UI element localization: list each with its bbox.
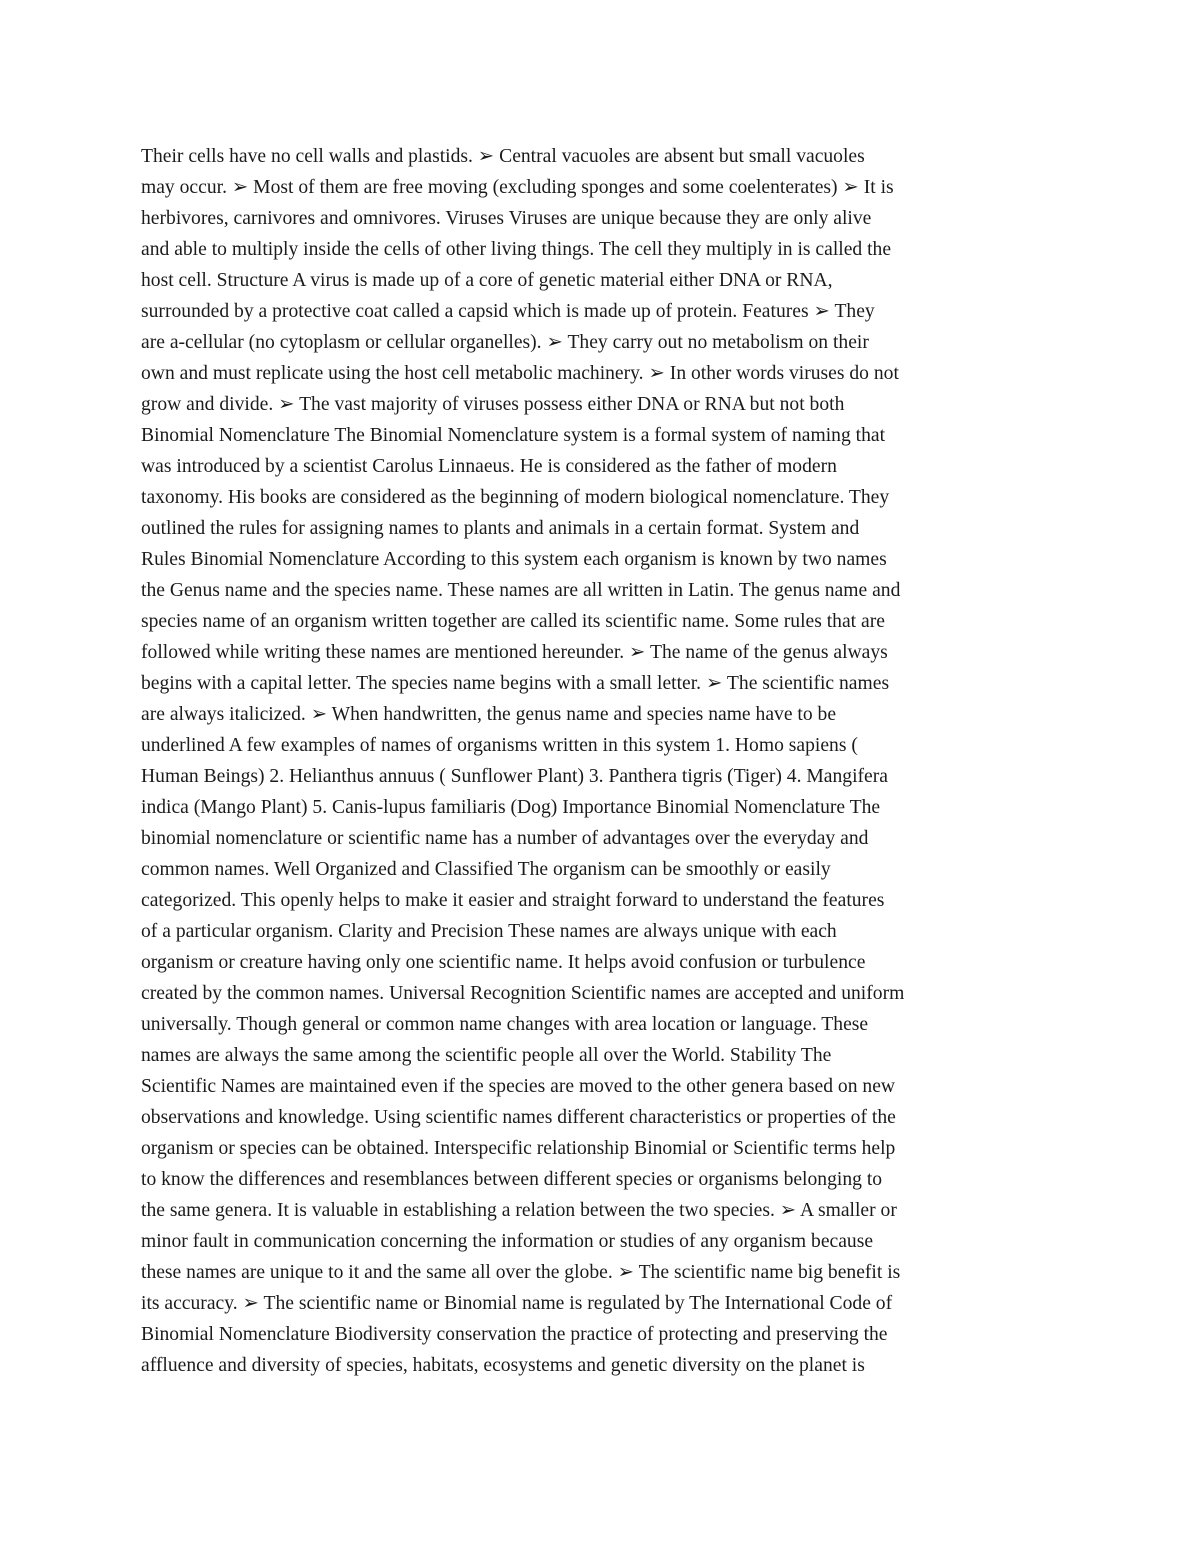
text-line: names are always the same among the scientific people all over the World. Stability The xyxy=(141,1045,832,1066)
text-line: minor fault in communication concerning the information or studies of any organism because xyxy=(141,1231,874,1252)
text-line: are a-cellular (no cytoplasm or cellular organelles). ➢ They carry out no metabolism on their xyxy=(141,332,869,353)
text-line: observations and knowledge. Using scientific names different characteristics or properties of the xyxy=(141,1107,896,1128)
text-line: grow and divide. ➢ The vast majority of viruses possess either DNA or RNA but not both xyxy=(141,394,845,415)
text-line: Their cells have no cell walls and plastids. ➢ Central vacuoles are absent but small vacuoles xyxy=(141,146,865,167)
text-line: common names. Well Organized and Classified The organism can be smoothly or easily xyxy=(141,859,831,880)
text-line: herbivores, carnivores and omnivores. Viruses Viruses are unique because they are only alive xyxy=(141,208,872,229)
text-line: Binomial Nomenclature The Binomial Nomenclature system is a formal system of naming that xyxy=(141,425,886,446)
text-line: of a particular organism. Clarity and Precision These names are always unique with each xyxy=(141,921,837,942)
text-line: host cell. Structure A virus is made up of a core of genetic material either DNA or RNA, xyxy=(141,270,833,291)
text-line: binomial nomenclature or scientific name has a number of advantages over the everyday and xyxy=(141,828,869,849)
text-line: are always italicized. ➢ When handwritten, the genus name and species name have to be xyxy=(141,704,837,725)
text-line: may occur. ➢ Most of them are free moving (excluding sponges and some coelenterates) ➢ It is xyxy=(141,177,894,198)
text-line: created by the common names. Universal Recognition Scientific names are accepted and uniform xyxy=(141,983,905,1004)
text-line: was introduced by a scientist Carolus Linnaeus. He is considered as the father of modern xyxy=(141,456,837,477)
text-line: Binomial Nomenclature Biodiversity conservation the practice of protecting and preserving the xyxy=(141,1324,888,1345)
text-line: underlined A few examples of names of organisms written in this system 1. Homo sapiens ( xyxy=(141,735,858,756)
text-line: its accuracy. ➢ The scientific name or Binomial name is regulated by The International Code of xyxy=(141,1293,893,1314)
text-line: organism or creature having only one scientific name. It helps avoid confusion or turbulence xyxy=(141,952,866,973)
text-line: begins with a capital letter. The species name begins with a small letter. ➢ The scientific names xyxy=(141,673,890,694)
text-line: the same genera. It is valuable in establishing a relation between the two species. ➢ A smaller or xyxy=(141,1200,897,1221)
text-line: these names are unique to it and the same all over the globe. ➢ The scientific name big benefit is xyxy=(141,1262,901,1283)
text-line: indica (Mango Plant) 5. Canis-lupus familiaris (Dog) Importance Binomial Nomenclature The xyxy=(141,797,881,818)
text-line: Human Beings) 2. Helianthus annuus ( Sunflower Plant) 3. Panthera tigris (Tiger) 4. Mangifera xyxy=(141,766,888,787)
text-line: universally. Though general or common name changes with area location or language. These xyxy=(141,1014,869,1035)
text-line: Rules Binomial Nomenclature According to this system each organism is known by two names xyxy=(141,549,887,570)
text-line: and able to multiply inside the cells of other living things. The cell they multiply in is called the xyxy=(141,239,892,260)
text-line: own and must replicate using the host cell metabolic machinery. ➢ In other words viruses do not xyxy=(141,363,899,384)
text-line: Scientific Names are maintained even if the species are moved to the other genera based on new xyxy=(141,1076,896,1097)
text-line: affluence and diversity of species, habitats, ecosystems and genetic diversity on the planet is xyxy=(141,1355,865,1376)
body-text xyxy=(141,141,1071,1381)
text-line: to know the differences and resemblances between different species or organisms belonging to xyxy=(141,1169,883,1190)
text-line: categorized. This openly helps to make it easier and straight forward to understand the features xyxy=(141,890,885,911)
text-line: species name of an organism written together are called its scientific name. Some rules that are xyxy=(141,611,885,632)
text-line: taxonomy. His books are considered as the beginning of modern biological nomenclature. They xyxy=(141,487,890,508)
text-line: the Genus name and the species name. These names are all written in Latin. The genus name and xyxy=(141,580,901,601)
text-line: organism or species can be obtained. Interspecific relationship Binomial or Scientific terms help xyxy=(141,1138,896,1159)
text-line: outlined the rules for assigning names to plants and animals in a certain format. System and xyxy=(141,518,860,539)
text-line: surrounded by a protective coat called a capsid which is made up of protein. Features ➢ They xyxy=(141,301,875,322)
text-line: followed while writing these names are mentioned hereunder. ➢ The name of the genus always xyxy=(141,642,888,663)
